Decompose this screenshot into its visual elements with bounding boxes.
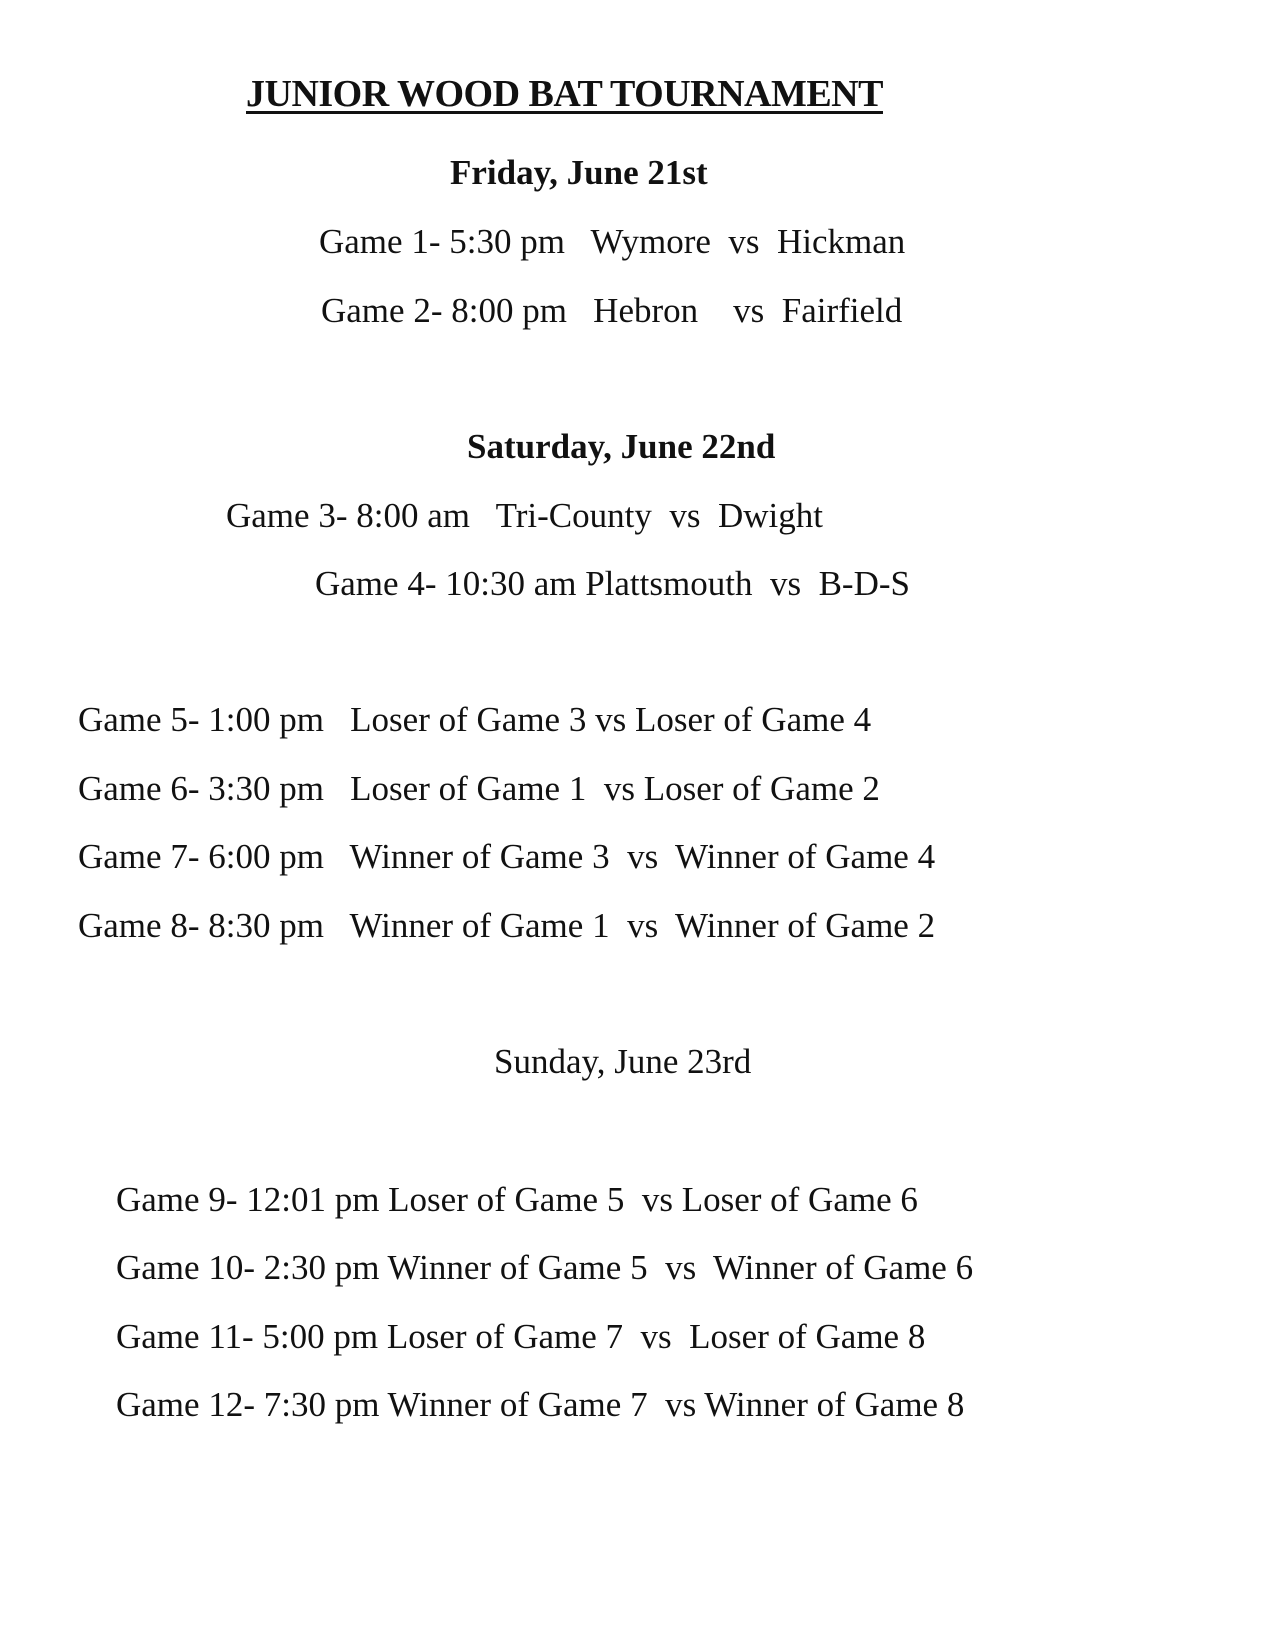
game-row: Game 4- 10:30 am Plattsmouth vs B-D-S — [315, 564, 910, 603]
game-row: Game 10- 2:30 pm Winner of Game 5 vs Winner of Game 6 — [116, 1248, 974, 1287]
game-row: Game 8- 8:30 pm Winner of Game 1 vs Winner of Game 2 — [78, 906, 936, 945]
game-row: Game 5- 1:00 pm Loser of Game 3 vs Loser of Game 4 — [78, 700, 872, 739]
game-row: Game 6- 3:30 pm Loser of Game 1 vs Loser of Game 2 — [78, 769, 880, 808]
game-row: Game 2- 8:00 pm Hebron vs Fairfield — [321, 291, 903, 330]
day-heading-sunday: Sunday, June 23rd — [494, 1042, 752, 1081]
day-heading-saturday: Saturday, June 22nd — [467, 427, 776, 466]
game-row: Game 11- 5:00 pm Loser of Game 7 vs Loser of Game 8 — [116, 1317, 926, 1356]
page-title: JUNIOR WOOD BAT TOURNAMENT — [246, 73, 883, 115]
game-row: Game 3- 8:00 am Tri-County vs Dwight — [226, 496, 823, 535]
game-row: Game 1- 5:30 pm Wymore vs Hickman — [319, 222, 906, 261]
game-row: Game 7- 6:00 pm Winner of Game 3 vs Winner of Game 4 — [78, 837, 936, 876]
game-row: Game 9- 12:01 pm Loser of Game 5 vs Loser of Game 6 — [116, 1180, 918, 1219]
day-heading-friday: Friday, June 21st — [450, 153, 708, 192]
game-row: Game 12- 7:30 pm Winner of Game 7 vs Winner of Game 8 — [116, 1385, 965, 1424]
